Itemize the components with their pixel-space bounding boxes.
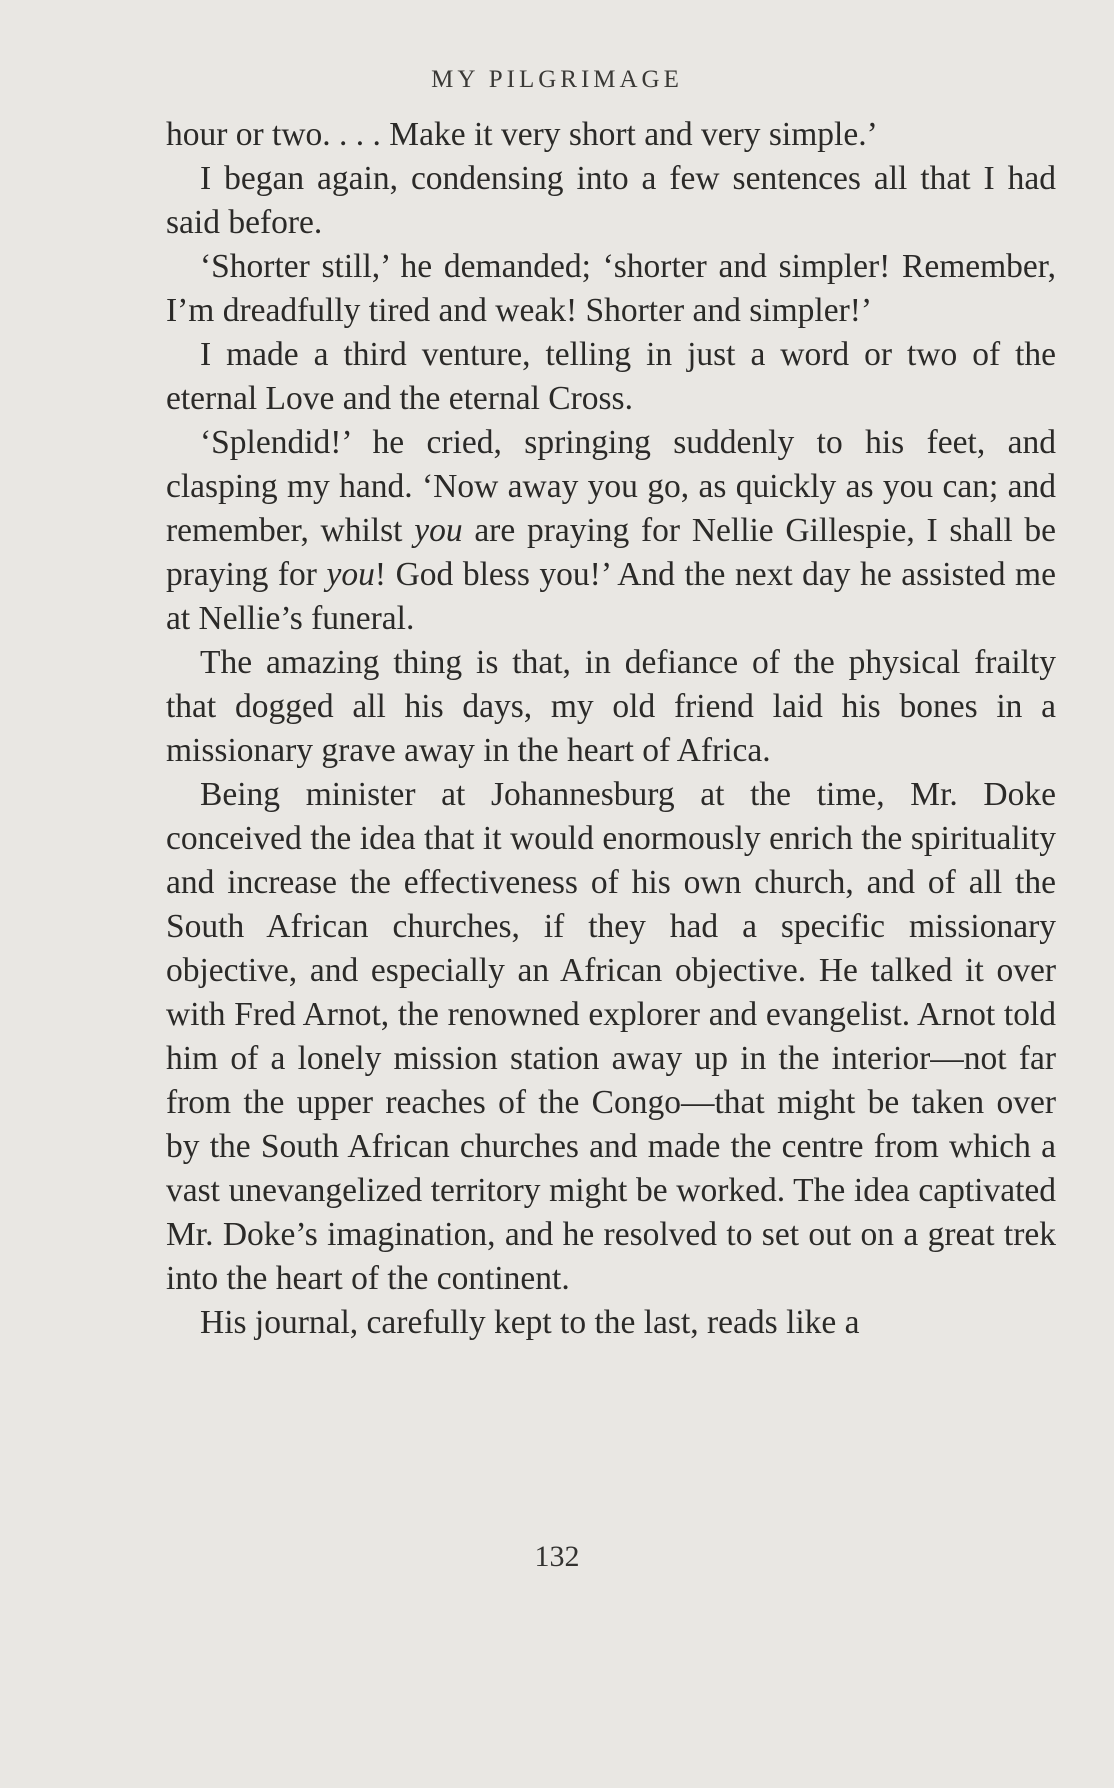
paragraph-7: Being minister at Johannesburg at the time, Mr. Doke conceived the idea that it would enormously enrich the spirituality and increase the effectiveness of his own church, and of all the South African churches, if they had a specific missionary objective, and especially an African objective. He talked it over with Fred Arnot, the renowned explorer and evangelist. Arnot told him of a lonely mission station away up in the interior—not far from the upper reaches of the Congo—that might be taken over by the South African churches and made the centre from which a vast unevangelized territory might be worked. The idea captivated Mr. Doke’s imagination, and he resolved to set out on a great trek into the heart of the continent. — [166, 776, 1056, 1297]
paragraph-4: I made a third venture, telling in just a word or two of the eternal Love and the eternal Cross. — [166, 336, 1056, 417]
page-number: 132 — [534, 1540, 580, 1573]
running-head: MY PILGRIMAGE — [431, 66, 683, 93]
paragraph-5-emphasis-1: you — [414, 512, 463, 549]
paragraph-5-part-1: ‘Splendid!’ he cried, springing suddenly to his feet, and clasping my hand. ‘Now away you go, as quickly as you can; and remember, whilst — [166, 424, 1056, 549]
paragraph-8: His journal, carefully kept to the last, reads like a — [200, 1304, 860, 1341]
paragraph-5-part-2: are praying for Nellie Gillespie, I shall be praying for — [166, 512, 1056, 593]
paragraph-3: ‘Shorter still,’ he demanded; ‘shorter and simpler! Remember, I’m dreadfully tired and weak! Shorter and simpler!’ — [166, 248, 1056, 329]
paragraph-2: I began again, condensing into a few sentences all that I had said before. — [166, 160, 1056, 241]
body-text — [166, 113, 1056, 1345]
paragraph-5-part-3: ! God bless you!’ And the next day he assisted me at Nellie’s funeral. — [166, 556, 1056, 637]
paragraph-1: hour or two. . . . Make it very short and very simple.’ — [166, 116, 878, 153]
paragraph-5-emphasis-2: you — [326, 556, 375, 593]
paragraph-5 — [166, 421, 1056, 641]
paragraph-6: The amazing thing is that, in defiance of the physical frailty that dogged all his days, my old friend laid his bones in a missionary grave away in the heart of Africa. — [166, 644, 1056, 769]
